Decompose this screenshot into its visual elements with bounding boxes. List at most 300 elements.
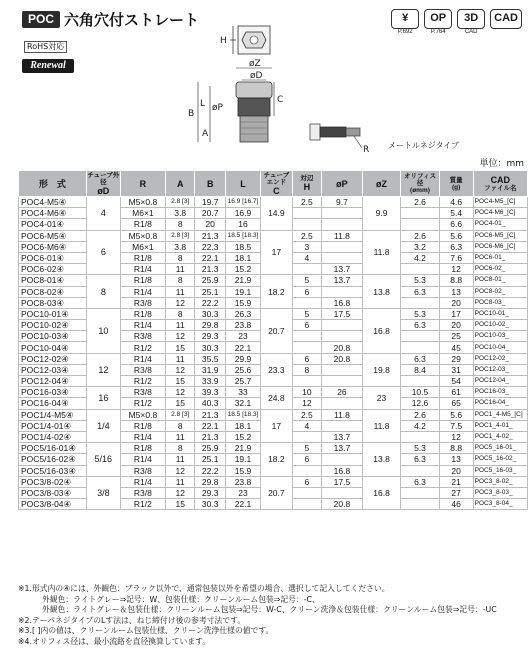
cell-h: 2.5 <box>292 230 321 241</box>
cell-b: 29.3 <box>195 331 226 342</box>
cell-r: R1/2 <box>120 342 165 353</box>
cell-r: R3/8 <box>120 331 165 342</box>
cell-weight: 45 <box>439 342 473 353</box>
cell-p <box>322 241 363 252</box>
cad-3d-icon[interactable]: 3D CAD <box>457 9 485 29</box>
cell-model: POC16-03④ <box>19 387 87 398</box>
cell-h: 12 <box>292 398 321 409</box>
cell-b: 21.3 <box>195 431 226 442</box>
cell-h: 6 <box>292 320 321 331</box>
cell-weight: 12 <box>439 264 473 275</box>
cell-weight: 31 <box>439 364 473 375</box>
cell-tube: 12 <box>86 353 120 387</box>
cell-l: 16.9 [16.7] <box>225 197 260 208</box>
cell-l: 29.9 <box>225 353 260 364</box>
dim-label-p: øP <box>212 103 223 113</box>
cell-p: 13.7 <box>322 264 363 275</box>
cell-a: 12 <box>166 331 195 342</box>
cell-r: R1/8 <box>120 308 165 319</box>
cell-r: R1/8 <box>120 252 165 263</box>
cell-r: R3/8 <box>120 297 165 308</box>
cell-b: 25.1 <box>195 286 226 297</box>
cell-c: 14.9 <box>261 197 293 231</box>
cell-c: 20.7 <box>261 308 293 353</box>
cell-l: 16.9 <box>225 208 260 219</box>
cell-a: 8 <box>166 443 195 454</box>
cell-weight: 5.6 <box>439 409 473 420</box>
table-row <box>19 409 528 420</box>
cell-c: 24.8 <box>261 387 293 409</box>
dim-label-c: C <box>277 95 284 105</box>
cell-model: POC4-01④ <box>19 219 87 230</box>
cell-p: 26 <box>322 387 363 398</box>
cell-h <box>292 297 321 308</box>
table-row <box>19 275 528 286</box>
cell-h <box>292 465 321 476</box>
cell-h <box>292 376 321 387</box>
cell-b: 25.9 <box>195 275 226 286</box>
unit-label: 単位：mm <box>479 159 524 169</box>
cell-p: 17.5 <box>322 476 363 487</box>
cell-cad: POC16-04_ <box>473 398 527 409</box>
cell-orifice: 3.2 <box>401 241 439 252</box>
cell-cad: POC8-01_ <box>473 275 527 286</box>
cell-a: 11 <box>166 264 195 275</box>
cell-a: 12 <box>166 364 195 375</box>
cell-h: 4 <box>292 420 321 431</box>
cell-b: 19.7 <box>195 197 226 208</box>
cell-b: 39.3 <box>195 387 226 398</box>
cell-r: R1/2 <box>120 376 165 387</box>
cell-l: 19.1 <box>225 454 260 465</box>
dim-label-r: R <box>363 145 370 155</box>
cell-a: 11 <box>166 353 195 364</box>
cell-weight: 21 <box>439 476 473 487</box>
cell-r: R1/8 <box>120 443 165 454</box>
cell-model: POC3/8-03④ <box>19 487 87 498</box>
cell-r: R1/4 <box>120 454 165 465</box>
cell-weight: 20 <box>439 297 473 308</box>
cell-model: POC6-01④ <box>19 252 87 263</box>
table-body <box>19 197 528 510</box>
table-row <box>19 230 528 241</box>
cell-orifice: 6.3 <box>401 286 439 297</box>
cell-model: POC6-M5④ <box>19 230 87 241</box>
cell-model: POC6-M6④ <box>19 241 87 252</box>
cell-p: 20.8 <box>322 499 363 510</box>
cell-r: R1/2 <box>120 499 165 510</box>
cell-a: 2.8 [3] <box>166 230 195 241</box>
header-l: L <box>225 171 260 197</box>
cell-orifice: 6.3 <box>401 353 439 364</box>
cell-h: 6 <box>292 286 321 297</box>
cell-cad: POC10-01_ <box>473 308 527 319</box>
cell-r: R1/8 <box>120 420 165 431</box>
cell-l: 15.9 <box>225 465 260 476</box>
cell-a: 15 <box>166 499 195 510</box>
cell-p: 11.8 <box>322 409 363 420</box>
cell-model: POC8-01④ <box>19 275 87 286</box>
cell-h: 6 <box>292 454 321 465</box>
footnote-1: ※1.形式内の④には、外観色：ブラック以外で、通常包装以外を希望の場合、選択して記入してください。 <box>18 584 390 593</box>
cell-h: 6 <box>292 353 321 364</box>
cell-p: 13.7 <box>322 431 363 442</box>
cell-p <box>322 398 363 409</box>
product-drawing <box>150 24 450 159</box>
header-h: 対辺 H <box>292 171 321 197</box>
cell-a: 8 <box>166 252 195 263</box>
dim-label-z: øZ <box>249 59 261 69</box>
dim-label-l: L <box>200 99 206 109</box>
cell-a: 8 <box>166 308 195 319</box>
cell-cad: POC10-04_ <box>473 342 527 353</box>
table-row <box>19 476 528 487</box>
cell-cad: POC3_8-03_ <box>473 487 527 498</box>
cell-r: M6×1 <box>120 241 165 252</box>
cell-model: POC12-03④ <box>19 364 87 375</box>
cell-orifice <box>401 431 439 442</box>
cell-c: 17 <box>261 230 293 275</box>
cell-cad: POC10-03_ <box>473 331 527 342</box>
cell-r: R1/4 <box>120 320 165 331</box>
cell-b: 29.8 <box>195 320 226 331</box>
cell-orifice: 6.3 <box>401 476 439 487</box>
cell-r: R1/8 <box>120 219 165 230</box>
cell-a: 12 <box>166 387 195 398</box>
cell-r: R1/2 <box>120 398 165 409</box>
cad-icon[interactable]: CAD <box>490 9 522 29</box>
renewal-badge: Renewal <box>22 59 74 73</box>
cell-h <box>292 431 321 442</box>
cell-cad: POC12-04_ <box>473 376 527 387</box>
cell-h <box>292 499 321 510</box>
cell-h: 4 <box>292 252 321 263</box>
cell-orifice: 6.3 <box>401 454 439 465</box>
cell-p: 13.7 <box>322 275 363 286</box>
cell-c: 18.2 <box>261 275 293 309</box>
cell-b: 21.3 <box>195 409 226 420</box>
cell-r: R1/4 <box>120 264 165 275</box>
cell-tube: 16 <box>86 387 120 409</box>
cell-p <box>322 331 363 342</box>
cell-h: 5 <box>292 308 321 319</box>
cell-a: 12 <box>166 297 195 308</box>
cell-weight: 65 <box>439 398 473 409</box>
cell-model: POC12-04④ <box>19 376 87 387</box>
page-title: 六角穴付ストレート <box>64 11 200 29</box>
cell-a: 11 <box>166 454 195 465</box>
cell-model: POC1/4-M5④ <box>19 409 87 420</box>
cell-cad: POC12-03_ <box>473 364 527 375</box>
cell-h <box>292 487 321 498</box>
cell-l: 23.8 <box>225 476 260 487</box>
cell-l: 22.1 <box>225 342 260 353</box>
cell-weight: 27 <box>439 487 473 498</box>
cell-b: 22.2 <box>195 297 226 308</box>
cell-l: 32.1 <box>225 398 260 409</box>
cell-cad: POC1_4-M5_[C] <box>473 409 527 420</box>
cell-weight: 54 <box>439 376 473 387</box>
cell-model: POC4-M6④ <box>19 208 87 219</box>
cell-l: 19.1 <box>225 286 260 297</box>
cell-orifice: 5.3 <box>401 443 439 454</box>
cell-h: 2.5 <box>292 409 321 420</box>
footnote-1-detail-a: 外観色：ライトグレー⇒記号：W、包装仕様：クリーンルーム包装⇒記号：-C、 <box>42 594 320 604</box>
cell-r: M5×0.8 <box>120 197 165 208</box>
cell-model: POC5/16-02④ <box>19 454 87 465</box>
metric-thread-note: メートルネジタイプ <box>388 141 460 150</box>
cell-weight: 12 <box>439 431 473 442</box>
cell-p <box>322 208 363 219</box>
cell-orifice <box>401 376 439 387</box>
cell-a: 11 <box>166 286 195 297</box>
cell-p: 16.8 <box>322 465 363 476</box>
cell-weight: 7.6 <box>439 252 473 263</box>
cell-orifice <box>401 208 439 219</box>
cell-a: 11 <box>166 320 195 331</box>
table-row <box>19 308 528 319</box>
cell-cad: POC4-01_ <box>473 219 527 230</box>
cell-orifice: 5.3 <box>401 308 439 319</box>
cell-model: POC12-02④ <box>19 353 87 364</box>
cell-orifice <box>401 465 439 476</box>
cell-z: 19.8 <box>362 353 400 387</box>
cell-l: 21.9 <box>225 443 260 454</box>
cell-b: 25.9 <box>195 443 226 454</box>
cell-weight: 13 <box>439 286 473 297</box>
cell-h <box>292 264 321 275</box>
cell-cad: POC8-02_ <box>473 286 527 297</box>
cell-p: 9.7 <box>322 197 363 208</box>
cell-orifice: 12.6 <box>401 398 439 409</box>
cell-b: 22.1 <box>195 252 226 263</box>
cell-l: 18.1 <box>225 420 260 431</box>
cell-l: 15.2 <box>225 264 260 275</box>
cell-p <box>322 487 363 498</box>
cell-weight: 5.6 <box>439 230 473 241</box>
cell-a: 8 <box>166 275 195 286</box>
cell-orifice <box>401 487 439 498</box>
cell-cad: POC6-02_ <box>473 264 527 275</box>
header-a: A <box>166 171 195 197</box>
cell-r: R1/4 <box>120 353 165 364</box>
cell-model: POC16-04④ <box>19 398 87 409</box>
cell-r: R1/4 <box>120 476 165 487</box>
cell-weight: 7.5 <box>439 420 473 431</box>
cell-p <box>322 454 363 465</box>
cell-model: POC6-02④ <box>19 264 87 275</box>
cell-tube: 1/4 <box>86 409 120 443</box>
footnote-1-detail-b: 外観色：ライトグレー＆包装仕様：クリーンルーム包装⇒記号：W-C、クリーン洗浄＆包装仕様：クリーンルーム包装⇒記号：-UC <box>42 605 497 615</box>
cell-b: 30.3 <box>195 308 226 319</box>
cell-orifice: 2.6 <box>401 197 439 208</box>
cell-model: POC5/16-03④ <box>19 465 87 476</box>
cell-orifice: 2.6 <box>401 230 439 241</box>
cell-orifice <box>401 264 439 275</box>
cell-b: 40.3 <box>195 398 226 409</box>
cell-cad: POC6-01_ <box>473 252 527 263</box>
cell-weight: 6.6 <box>439 219 473 230</box>
cell-a: 2.8 [3] <box>166 197 195 208</box>
cell-p: 20.8 <box>322 353 363 364</box>
cell-r: M6×1 <box>120 208 165 219</box>
cell-model: POC5/16-01④ <box>19 443 87 454</box>
table-row <box>19 443 528 454</box>
cell-weight: 8.8 <box>439 443 473 454</box>
cell-r: R1/4 <box>120 286 165 297</box>
cell-c: 17 <box>261 409 293 443</box>
cell-p: 16.8 <box>322 297 363 308</box>
cell-r: M5×0.8 <box>120 409 165 420</box>
cell-weight: 61 <box>439 387 473 398</box>
cell-p: 13.7 <box>322 443 363 454</box>
series-badge: POC <box>22 11 60 28</box>
cell-weight: 20 <box>439 320 473 331</box>
cell-l: 21.9 <box>225 275 260 286</box>
cell-weight: 20 <box>439 465 473 476</box>
cell-a: 11 <box>166 476 195 487</box>
cell-l: 23.8 <box>225 320 260 331</box>
cell-h <box>292 331 321 342</box>
cell-r: R3/8 <box>120 465 165 476</box>
cell-weight: 6.3 <box>439 241 473 252</box>
cell-z: 16.8 <box>362 476 400 510</box>
cell-p <box>322 364 363 375</box>
cell-b: 25.1 <box>195 454 226 465</box>
cell-z: 11.8 <box>362 409 400 443</box>
cell-h <box>292 219 321 230</box>
cell-r: M5×0.8 <box>120 230 165 241</box>
cell-cad: POC4-M5_[C] <box>473 197 527 208</box>
header-p: øP <box>322 171 363 197</box>
footnote-3: ※3.[ ]内の値は、クリーンルーム包装仕様、クリーン洗浄仕様の値です。 <box>18 626 274 636</box>
cell-p <box>322 320 363 331</box>
cell-orifice: 5.3 <box>401 275 439 286</box>
cell-p: 20.8 <box>322 342 363 353</box>
rohs-badge: RoHS対応 <box>24 41 67 53</box>
cell-tube: 3/8 <box>86 476 120 510</box>
cell-b: 29.3 <box>195 487 226 498</box>
cell-model: POC8-03④ <box>19 297 87 308</box>
cell-a: 11 <box>166 431 195 442</box>
header-tube: チューブ外径 øD <box>87 171 120 196</box>
header-orifice: オリフィス径 (ømm) <box>401 171 439 197</box>
cell-a: 15 <box>166 342 195 353</box>
cell-cad: POC5_16-03_ <box>473 465 527 476</box>
cell-a: 8 <box>166 420 195 431</box>
cell-orifice <box>401 342 439 353</box>
cell-z: 13.8 <box>362 275 400 309</box>
cell-z: 11.8 <box>362 230 400 275</box>
cell-model: POC3/8-04④ <box>19 499 87 510</box>
cell-a: 3.8 <box>166 208 195 219</box>
cell-l: 18.1 <box>225 252 260 263</box>
cell-tube: 4 <box>86 197 120 231</box>
cell-orifice: 8.4 <box>401 364 439 375</box>
cell-h: 5 <box>292 443 321 454</box>
cell-a: 2.8 [3] <box>166 409 195 420</box>
cell-weight: 5.4 <box>439 208 473 219</box>
cell-orifice: 4.2 <box>401 420 439 431</box>
metric-thread-drawing <box>310 124 369 155</box>
cell-b: 22.3 <box>195 241 226 252</box>
cell-b: 29.8 <box>195 476 226 487</box>
cell-c: 23.3 <box>261 353 293 387</box>
cell-b: 22.1 <box>195 420 226 431</box>
cell-l: 16 <box>225 219 260 230</box>
cell-a: 12 <box>166 487 195 498</box>
cell-cad: POC4-M6_[C] <box>473 208 527 219</box>
cell-p <box>322 420 363 431</box>
cell-h: 8 <box>292 364 321 375</box>
dim-label-d: øD <box>250 71 263 81</box>
cell-b: 30.3 <box>195 342 226 353</box>
header <box>0 0 530 172</box>
cell-model: POC10-03④ <box>19 331 87 342</box>
cell-a: 3.8 <box>166 241 195 252</box>
option-icon[interactable]: OP P.764 <box>424 9 452 29</box>
cell-cad: POC8-03_ <box>473 297 527 308</box>
cell-h: 3 <box>292 241 321 252</box>
cell-l: 26.3 <box>225 308 260 319</box>
dim-label-h: H <box>220 36 227 46</box>
cell-p <box>322 376 363 387</box>
cell-p <box>322 286 363 297</box>
table-row <box>19 353 528 364</box>
cell-tube: 10 <box>86 308 120 353</box>
cell-cad: POC3_8-02_ <box>473 476 527 487</box>
cell-l: 18.5 [18.3] <box>225 409 260 420</box>
cell-c: 20.7 <box>261 476 293 510</box>
cell-l: 15.9 <box>225 297 260 308</box>
price-icon[interactable]: ¥ P.692 <box>391 9 419 29</box>
footnotes <box>18 584 528 648</box>
cell-b: 21.3 <box>195 230 226 241</box>
cell-z: 16.8 <box>362 308 400 353</box>
cell-r: R1/4 <box>120 431 165 442</box>
cell-model: POC10-04④ <box>19 342 87 353</box>
cell-z: 9.9 <box>362 197 400 231</box>
cell-z: 23 <box>362 387 400 409</box>
cell-cad: POC3_8-04_ <box>473 499 527 510</box>
cell-p: 17.5 <box>322 308 363 319</box>
cell-b: 20.7 <box>195 208 226 219</box>
cell-weight: 4.6 <box>439 197 473 208</box>
cell-r: R1/8 <box>120 275 165 286</box>
cell-z: 13.8 <box>362 443 400 477</box>
cell-r: R3/8 <box>120 364 165 375</box>
cell-model: POC10-02④ <box>19 320 87 331</box>
header-z: øZ <box>362 171 400 197</box>
cell-cad: POC16-03_ <box>473 387 527 398</box>
cell-weight: 8.8 <box>439 275 473 286</box>
cell-r: R3/8 <box>120 487 165 498</box>
cell-cad: POC6-M5_[C] <box>473 230 527 241</box>
cell-a: 12 <box>166 465 195 476</box>
cell-cad: POC12-02_ <box>473 353 527 364</box>
cell-tube: 6 <box>86 230 120 275</box>
cell-model: POC4-M5④ <box>19 197 87 208</box>
table-header-row <box>19 171 528 197</box>
cell-orifice <box>401 331 439 342</box>
cell-h <box>292 342 321 353</box>
spec-table <box>18 170 528 510</box>
cell-p <box>322 252 363 263</box>
dim-label-a: A <box>202 129 209 139</box>
cell-weight: 17 <box>439 308 473 319</box>
cell-orifice: 6.3 <box>401 320 439 331</box>
cell-l: 18.5 <box>225 241 260 252</box>
